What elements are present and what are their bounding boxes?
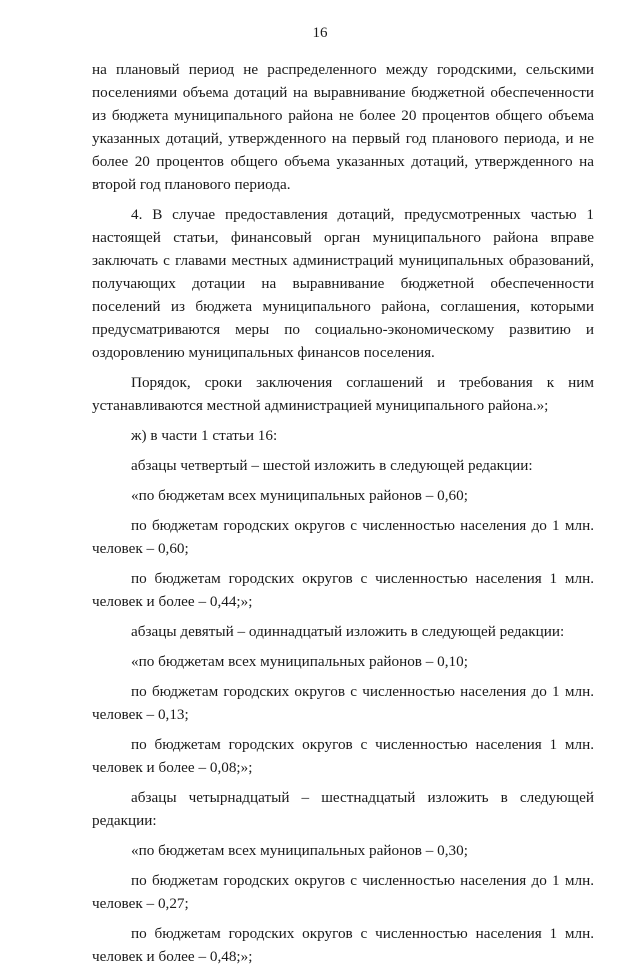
- paragraph-amendment-zh: ж) в части 1 статьи 16:: [131, 427, 278, 444]
- paragraph-continuation: на плановый период не распределенного между городскими, сельскими поселениями объема дотаций на выравнивание бюджетной обеспеченности из бюджета муниципального района не более 20 процентов общего объема указанных дотаций, утвержденного на первый год планового периода, и не более 20 процентов общего объема указанных дотаций, утвержденного на второй год планового периода.: [92, 61, 594, 193]
- paragraph-quote: «по бюджетам всех муниципальных районов – 0,60;: [131, 487, 468, 504]
- paragraph-quote: «по бюджетам всех муниципальных районов – 0,10;: [131, 653, 468, 670]
- paragraph-quote: по бюджетам городских округов с численностью населения до 1 млн. человек – 0,60;: [92, 517, 594, 557]
- paragraph-instruction: абзацы четвертый – шестой изложить в следующей редакции:: [131, 457, 533, 474]
- paragraph-quote: по бюджетам городских округов с численностью населения до 1 млн. человек – 0,27;: [92, 872, 594, 912]
- paragraph-quote: «по бюджетам всех муниципальных районов – 0,30;: [131, 842, 468, 859]
- document-body: [92, 58, 594, 975]
- paragraph-quote: по бюджетам городских округов с численностью населения 1 млн. человек и более – 0,08;»;: [92, 736, 594, 776]
- paragraph-instruction: абзацы девятый – одиннадцатый изложить в следующей редакции:: [131, 623, 565, 640]
- paragraph-item-4: 4. В случае предоставления дотаций, предусмотренных частью 1 настоящей статьи, финансовый орган муниципального района вправе заключать с главами местных администраций муниципальных образований, получающих дотации на выравнивание бюджетной обеспеченности поселений из бюджета муниципального района, соглашения, которыми предусматриваются меры по социально-экономическому развитию и оздоровлению муниципальных финансов поселения.: [92, 206, 594, 361]
- paragraph-instruction: абзацы четырнадцатый – шестнадцатый изложить в следующей редакции:: [92, 789, 594, 829]
- paragraph-procedure: Порядок, сроки заключения соглашений и требования к ним устанавливаются местной администрацией муниципального района.»;: [92, 374, 594, 414]
- paragraph-quote: по бюджетам городских округов с численностью населения 1 млн. человек и более – 0,48;»;: [92, 925, 594, 965]
- paragraph-quote: по бюджетам городских округов с численностью населения до 1 млн. человек – 0,13;: [92, 683, 594, 723]
- page-number: 16: [312, 25, 328, 41]
- paragraph-quote: по бюджетам городских округов с численностью населения 1 млн. человек и более – 0,44;»;: [92, 570, 594, 610]
